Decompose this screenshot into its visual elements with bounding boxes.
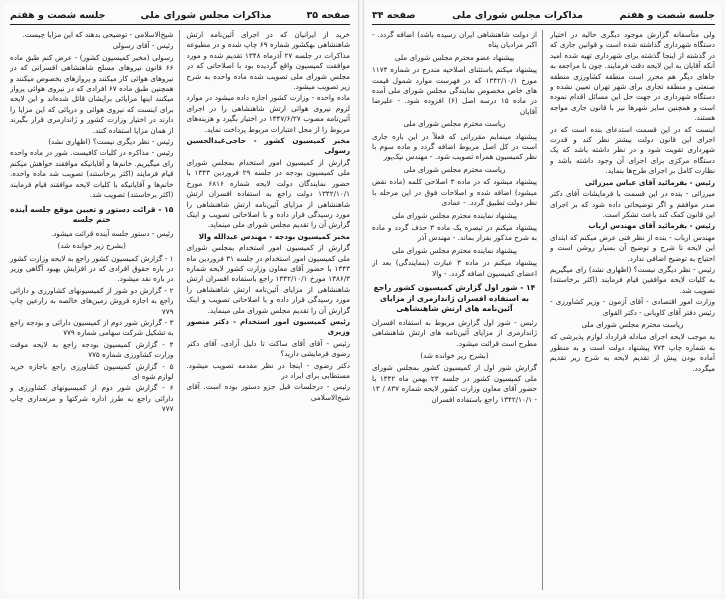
address-line: ریاست محترم مجلس شورای ملی (403, 164, 506, 174)
paragraph: رسولی (مخبر کمیسیون کشور) - عرض کنم طبق ماده ۶۶ قانون نیروهای مسلح شاهنشاهی افسرانی که در نیروهای هوائی کار میکنند و پروازهای بخصوص میکنند و همچنین طبق ماده ۶۷ افرادی که در نیروی هوائی پرواز میکنند اینها مزایائی برایشان قائل شده‌اند و این لایحه برای اینست که نیروی هوائی و دریائی که این مزایا را دارند در اختیار وزارت کشور و ژاندارمری قرار بگیرند از همان مزایا استفاده کنند. (10, 52, 174, 135)
paragraph: رئیس - درجلسات قبل جزو دستور بوده است. آقای شیخ‌الاسلامی (186, 382, 350, 402)
section-heading: ۱۵ - قرائت دستور و تعیین موقع جلسه آینده ختم جلسه (10, 204, 174, 225)
paragraph: رئیس - مذاکره در کلیات کافیست. شور در ماده واحده رای میگیریم. خانم‌ها و آقایانیکه موافقند خواهش میکنم قیام فرمایند (اکثر برخاستند) تصویب شد ماده واحده. خانم‌ها و آقایانیکه با کلیات لایحه موافقند قیام فرمایند (اکثر برخاستند) تصویب شد. (10, 148, 174, 200)
speaker-line: رئیس - بفرمائید آقای عباس میرزائی (584, 177, 715, 187)
signature: رئیس کمیسیون امور استخدام - دکتر منصور وزیری (186, 316, 350, 337)
agenda-item: ۲ - گزارش دو شور از کمیسیونهای کشاورزی و دارائی راجع به اجازه فروش زمین‌های خالصه به زارعین چاپ ۷۷۹ (10, 285, 174, 316)
paragraph: رئیس - آقای آقای ساکت تا دلیل آزادی، آقای دکتر رضوی فرمایشی دارید؟ (186, 338, 350, 359)
page-number: صفحه ۳۵ (306, 9, 350, 21)
book-gutter (358, 0, 364, 599)
left-page-left-column (10, 30, 180, 590)
paragraph: از دولت شاهنشاهی ایران رسیده باشد) اضافه گردد. - اکبر مرادیان پناه (372, 30, 537, 50)
right-page (366, 4, 721, 594)
right-page-right-column (550, 30, 715, 590)
session-label: جلسه شصت و هفتم (619, 9, 715, 21)
reading-note: (بشرح زیر خوانده شد) (420, 350, 489, 360)
paragraph: ماده واحده - وزارت کشور اجازه داده میشود در موارد لزوم نیروی هوائی ارتش شاهنشاهی را در اجرای آئین‌نامه مصوب ۱۳۴۷/۶/۲۷ در اختیار بگیرد و هزینه‌های مربوط را از محل اعتبارات مربوط پرداخت نماید. (186, 93, 350, 134)
paragraph: به موجب لایحه اجرای مبادله قرارداد لوازم پذیرشی که به شماره چاپ ۷۷۴ پیشنهاد دولت است و به منظور آماده بودن پیش از تقدیم لایحه به شرح زیر تقدیم میگردد. (550, 332, 715, 373)
signature: مخبر کمیسیون بودجه - مهندس عبدالله والا (198, 231, 350, 241)
address-line: ریاست محترم مجلس شورای ملی (581, 319, 684, 329)
signature: مخبر کمیسیون کشور - حاجی‌عبدالحسین رسولی (186, 136, 350, 156)
left-page-right-column (187, 30, 351, 590)
paragraph: پیشنهاد میکنم در ماده ۳ عبارت (بنمایندگی) بعد از اعضای کمیسیون اضافه گردد. - والا (372, 258, 537, 278)
agenda-item: ۳ - گزارش شور دوم از کمیسیون دارائی و بودجه راجع به تشکیل شرکت سهامی شماره ۷۷۹ (10, 317, 174, 338)
paragraph: اینست که در این قسمت استدعای بنده است که در اجرای این قانون دولت بیشتر نظر کند و قدرت شهرداری تقویت شود و در نظر داشته باشد که یک دستگاه مرکزی برای اجرای آن وجود داشته باشد و نظارت کامل بر اجرای طرح‌ها بنماید. (550, 124, 715, 176)
address-line: پیشنهاد نماینده محترم مجلس شورای ملی (391, 245, 518, 255)
paragraph: دکتر رضوی - اینجا در نظر مقدمه تصویب میشود. مستطابی برای ایراد در (186, 360, 350, 380)
agenda-item: ۱ - گزارش کمیسیون کشور راجع به لایحه وزارت کشور در باره حقوق افرادی که در افزایش بهبود آگاهی وزیر در باره نقد میشود. (10, 253, 174, 284)
paragraph: پیشنهاد مینمایم مقرراتی که فعلاً در این باره جاری است در کل اصل مربوط اضافه گردد و ماده سوم با نظر کمیسیون همراه تصویب شود. - مهندس نیک‌پور (372, 131, 537, 162)
agenda-item: ۶ - گزارش شور دوم از کمیسیونهای کشاورزی و دارائی راجع به طرز اداره شرکتها و مرتعداری چاپ ۷۷۷ (10, 383, 174, 414)
paragraph: پیشنهاد میکنم در تبصره یک ماده ۳ حذف گردد و ماده به شرح مذکور بقرار بماند. - مهندس آذر (372, 222, 537, 243)
paragraph: رئیس - دستور جلسه آینده قرائت میشود. (50, 228, 174, 238)
left-page-header (10, 6, 350, 25)
right-page-header (372, 6, 715, 25)
paragraph: رئیس - آقای رسولی (112, 41, 174, 51)
paragraph: گزارش شور اول از کمیسیون کشور بمجلس شورای ملی کمیسیون کشور در جلسه ۲۳ بهمن ماه ۱۳۴۲ با حضور آقای معاون وزارت کشور لایحه شماره ۸۳۷ / ۱۳ - ۱۳۴۲/۱۰/۱ راجع باستفاده افسران (372, 363, 537, 404)
paragraph: گزارش از کمیسیون امور استخدام بمجلس شورای ملی کمیسیون بودجه در جلسه ۲۹ فروردین ۱۳۴۳ با حضور نمایندگان دولت لایحه شماره ۶۸۱۶ مورخ ۱۳۴۲/۱۰/۱ دولت راجع به استفاده افسران ارتش شاهنشاهی از مزایای آئین‌نامه ارتش شاهنشاهی را مورد رسیدگی قرار داده و با اصلاحاتی تصویب و اینک گزارش آن را تقدیم مجلس شورای ملی مینماید. (186, 157, 350, 230)
left-page-columns (10, 30, 350, 590)
paragraph: ولی متأسفانه گزارش موجود دیگری حالیه در اختیار دستگاه شهرداری گذاشته شده است و قوانین جاری که در گذشته از اینجا گذشته برای شهرداری تهیه شده امید آنکه آقایان به این لایحه دقت فرمایند. چون با مراجعه به جاهای دیگر هم محرز است منطقه کشاورزی منطقه صنعتی و منطقه تجاری برای شهر تهران تعیین نشده و دستگاه شهرداری در جهت حل این مسائل اقدام نموده است و همچنین سایر شهرها نیز با قانون جاری مواجه هستند. (550, 30, 715, 123)
paragraph: رئیس - شور اول گزارش مربوط به استفاده افسران ژاندارمری از مزایای آئین‌نامه های ارتش شاهنشاهی مطرح است قرائت میشود. (372, 317, 537, 348)
right-page-columns (372, 30, 715, 590)
running-title: مذاکرات مجلس شورای ملی (140, 9, 272, 21)
paragraph: رئیس - نظر دیگری نیست؟ (اظهاری نشد) رای میگیریم به کلیات لایحه موافقین قیام فرمایند (اکثر برخاستند) تصویب شد. (550, 264, 715, 295)
agenda-item: ۴ - گزارش کمیسیون بودجه راجع به لایحه موقت وزارت کشاورزی شماره ۷۷۵ (10, 339, 174, 360)
left-page (4, 4, 356, 594)
session-label: جلسه شصت و هفتم (10, 9, 106, 21)
right-page-left-column (372, 30, 543, 590)
paragraph: گزارش از کمیسیون امور استخدام بمجلس شورای ملی کمیسیون امور استخدام در جلسه ۳۱ فروردین ماه ۱۳۴۳ با حضور آقای معاون وزارت کشور لایحه شماره ۱۳۸۶/۳ مورخ ۱۳۴۲/۱۰/۱ راجع باستفاده افسران ارتش شاهنشاهی از مزایای آئین‌نامه ارتش شاهنشاهی را مورد رسیدگی قرار داده و با اصلاحاتی تصویب و اینک گزارش آن را تقدیم مجلس شورای ملی مینماید. (186, 243, 350, 315)
section-heading: ۱۴ - شور اول گزارش کمیسیون کشور راجع به استفاده افسران ژاندارمری از مزایای آئین‌نامه های ارتش شاهنشاهی (373, 282, 536, 314)
running-title: مذاکرات مجلس شورای ملی (452, 9, 583, 21)
agenda-item: ۵ - گزارش کمیسیون کشاورزی راجع باجازه خرید لوازم شوه ای (10, 361, 174, 381)
address-line: پیشنهاد عضو محترم مجلس شورای ملی (394, 52, 515, 62)
address-line: پیشنهاد نماینده محترم مجلس شورای ملی (391, 210, 518, 220)
paragraph: رئیس - نظر دیگری نیست؟ (اظهاری نشد) (48, 137, 174, 147)
speaker-line: رئیس - بفرمائید آقای مهندس ارباب (588, 221, 715, 231)
reading-note: (بشرح زیر خوانده شد) (57, 241, 126, 251)
page-number: صفحه ۳۴ (372, 9, 416, 21)
paragraph: وزارت امور اقتصادی - آقای آزمون - وزیر کشاورزی - رئیس دفتر آقای کاویانی - دکتر القوای (550, 297, 715, 317)
paragraph: پیشنهاد میکنم باستثنای اصلاحیه مندرج در شماره ۱۱۷۴ مورخ ۱۳۴۲/۱۰/۱ که در فهرست موارد شمول قیمت های خاص مخصوص نمایندگی مجلس شورای ملی آمده در ماده ۱۵ درسه اصل (۶) افزوده شود. - علیرضا آقایان (372, 65, 537, 116)
paragraph: شیخ‌الاسلامی - توضیحی بدهند که این مزایا چیست. (22, 30, 174, 39)
paragraph: پیشنهاد میشود که در ماده ۳ اصلاحی کلمه (ماده نقض میشود) اضافه شده و اصلاحات فوق در این مرحله با نظر دولت تطبیق گردد. - عمادی (372, 177, 537, 208)
paragraph: مهندس ارباب - بنده از نظر فنی عرض میکنم که ابتدای این لایحه تا شرح و توضیح آن بسیار روشن است و احتیاج به توضیح اضافی ندارد. (550, 232, 715, 263)
address-line: ریاست محترم مجلس شورای ملی (403, 119, 506, 129)
paragraph: میرزائی - بنده در این قسمت با فرمایشات آقای دکتر صدر موافقم و اگر توضیحاتی داده شود که بر اجرای این قانون کمک کند باعث تشکر است. (550, 189, 715, 219)
paragraph: خرید از ایرانیان که در اجرای آئین‌نامه ارتش شاهنشاهی بهکشور شماره ۶۹ چاپ شده و در مطبوعه مذاکرات در جلسه ۲۷ آذرماه ۱۳۴۸ تقدیم شده و مورد موافقت کمیسیون واقع گردیده بود با اصلاحاتی که در مجلس شورای ملی تصویب شده ماده واحده به شرح زیر تصویب میشود. (186, 30, 350, 92)
